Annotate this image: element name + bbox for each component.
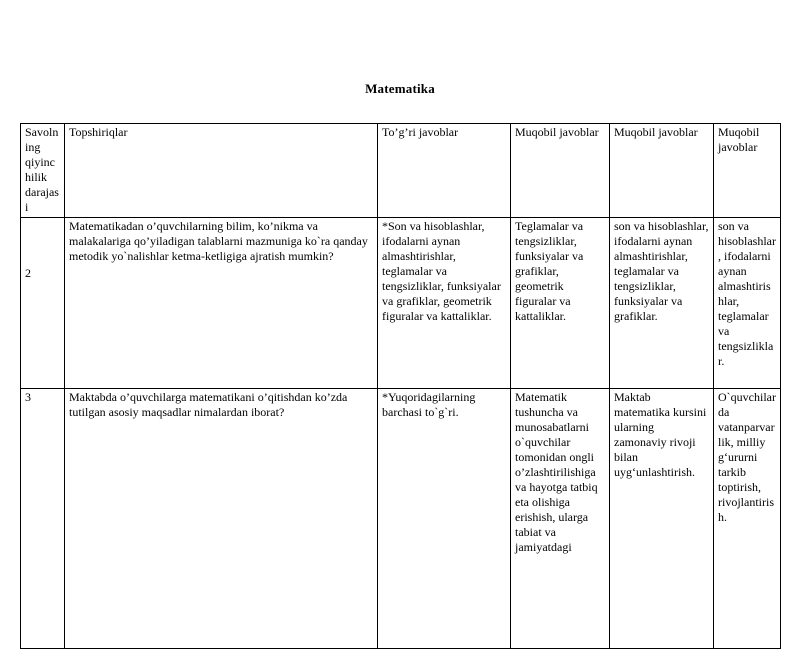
cell-alt-answer-1: Teglamalar va tengsizliklar, funksiyalar va grafiklar, geometrik figuralar va kattaliklar. (511, 218, 610, 389)
cell-correct-answer: *Son va hisoblashlar, ifodalarni aynan almashtirishlar, teglamalar va tengsizliklar, funksiyalar va grafiklar, geometrik figuralar va kattaliklar. (378, 218, 511, 389)
header-tasks: Topshiriqlar (65, 124, 378, 218)
header-alt-answer-1: Muqobil javoblar (511, 124, 610, 218)
document-title: Matematika (365, 81, 435, 96)
cell-alt-answer-1: Matematik tushuncha va munosabatlarni o`quvchilar tomonidan ongli o’zlashtirilishiga va hayotga tatbiq eta olishiga erishish, ularga tabiat va jamiyatdagi (511, 389, 610, 649)
cell-alt-answer-3: son va hisoblashlar, ifodalarni aynan almashtirishlar, teglamalar va tengsizliklar. (714, 218, 781, 389)
cell-correct-answer: *Yuqoridagilarning barchasi to`g`ri. (378, 389, 511, 649)
question-table (20, 123, 781, 649)
cell-alt-answer-2: son va hisoblashlar, ifodalarni aynan almashtirishlar, teglamalar va tengsizliklar, funksiyalar va grafiklar. (610, 218, 714, 389)
header-difficulty: Savolning qiyinchilik darajasi (21, 124, 65, 218)
cell-difficulty: 3 (21, 389, 65, 649)
table-row-question-2 (21, 218, 781, 389)
cell-alt-answer-3: O`quvchilarda vatanparvarlik, milliy g‘ururni tarkib toptirish, rivojlantirish. (714, 389, 781, 649)
cell-task: Maktabda o’quvchilarga matematikani o’qitishdan ko’zda tutilgan asosiy maqsadlar nimalardan iborat? (65, 389, 378, 649)
header-alt-answer-2: Muqobil javoblar (610, 124, 714, 218)
table-row-question-3 (21, 389, 781, 649)
cell-alt-answer-2: Maktab matematika kursini ularning zamonaviy rivoji bilan uyg‘unlashtirish. (610, 389, 714, 649)
table-header-row (21, 124, 781, 218)
cell-difficulty: 2 (21, 218, 65, 389)
cell-task: Matematikadan o’quvchilarning bilim, ko’nikma va malakalariga qo’yiladigan talablarni mazmuniga ko`ra qanday metodik yo`nalishlar ketma-ketligiga ajratish mumkin? (65, 218, 378, 389)
header-alt-answer-3: Muqobil javoblar (714, 124, 781, 218)
header-correct-answer: To’g’ri javoblar (378, 124, 511, 218)
